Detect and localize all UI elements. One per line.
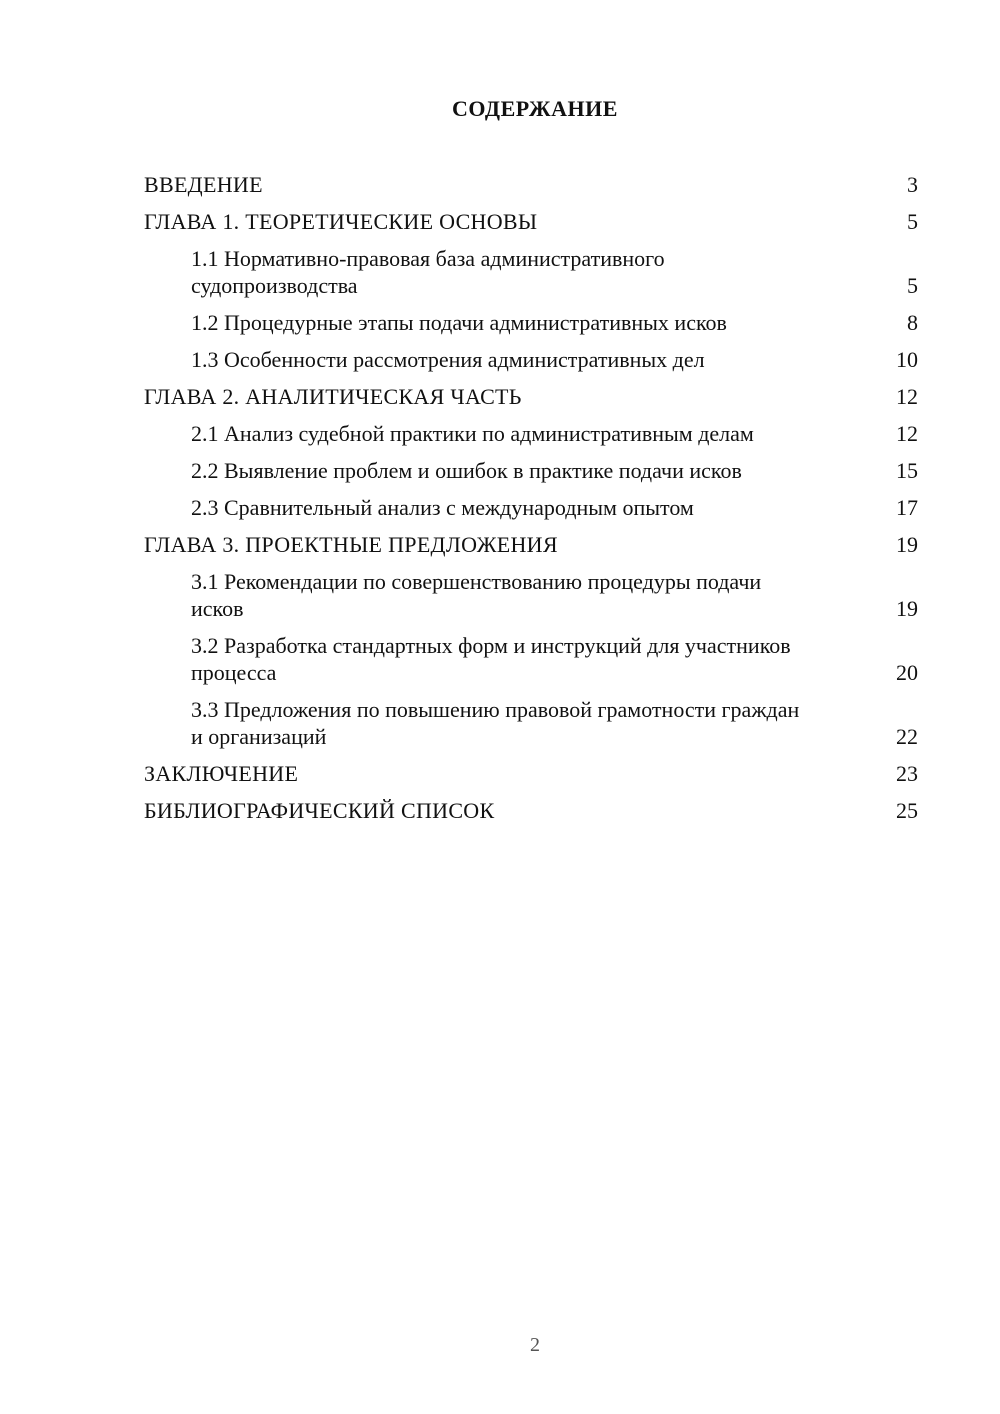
toc-entry-section-3-1 [144, 566, 918, 630]
toc-entry-section-1-3 [144, 344, 918, 381]
toc-entry-label: ЗАКЛЮЧЕНИЕ [144, 761, 299, 786]
toc-entry-label: 3.1 Рекомендации по совершенствованию процедуры подачи исков [191, 569, 762, 621]
toc-title: СОДЕРЖАНИЕ [452, 96, 618, 121]
toc-entry-label: 1.1 Нормативно-правовая база административного судопроизводства [191, 246, 665, 298]
toc-entry-page: 20 [896, 660, 918, 685]
toc-entry-page: 12 [896, 421, 918, 446]
toc-entry-page: 25 [896, 798, 918, 823]
toc-entry-label: 2.2 Выявление проблем и ошибок в практике подачи исков [191, 458, 742, 483]
toc-entry-section-2-2 [144, 455, 918, 492]
toc-entry-label: 2.1 Анализ судебной практики по административным делам [191, 421, 754, 446]
toc-entry-section-2-3 [144, 492, 918, 529]
toc-entry-page: 10 [896, 347, 918, 372]
toc-entry-label: 3.3 Предложения по повышению правовой грамотности граждан и организаций [191, 697, 800, 749]
toc-entry-page: 19 [896, 532, 918, 557]
toc-entry-section-2-1 [144, 418, 918, 455]
toc-entry-page: 23 [896, 761, 918, 786]
toc-entry-label: ВВЕДЕНИЕ [144, 172, 263, 197]
toc-entry-section-1-1 [144, 243, 918, 307]
toc-entry-chapter-1 [144, 206, 918, 243]
toc-entry-page: 17 [896, 495, 918, 520]
toc-entry-conclusion [144, 758, 918, 795]
toc-entry-page: 22 [896, 724, 918, 749]
toc-entry-label: ГЛАВА 2. АНАЛИТИЧЕСКАЯ ЧАСТЬ [144, 384, 522, 409]
toc-entry-page: 5 [907, 209, 918, 234]
toc-entry-label: 1.2 Процедурные этапы подачи административных исков [191, 310, 727, 335]
toc-entry-introduction [144, 169, 918, 206]
toc-entry-label: БИБЛИОГРАФИЧЕСКИЙ СПИСОК [144, 798, 495, 823]
toc-entry-label: 2.3 Сравнительный анализ с международным опытом [191, 495, 694, 520]
toc-entry-chapter-3 [144, 529, 918, 566]
toc-entry-page: 3 [907, 172, 918, 197]
toc-entry-page: 5 [907, 273, 918, 298]
toc-entry-label: ГЛАВА 3. ПРОЕКТНЫЕ ПРЕДЛОЖЕНИЯ [144, 532, 558, 557]
toc-entry-bibliography [144, 795, 918, 832]
table-of-contents [144, 169, 918, 832]
toc-entry-section-3-3 [144, 694, 918, 758]
toc-entry-page: 12 [896, 384, 918, 409]
toc-entry-page: 19 [896, 596, 918, 621]
toc-entry-page: 8 [907, 310, 918, 335]
toc-entry-label: ГЛАВА 1. ТЕОРЕТИЧЕСКИЕ ОСНОВЫ [144, 209, 538, 234]
toc-entry-chapter-2 [144, 381, 918, 418]
toc-entry-label: 3.2 Разработка стандартных форм и инструкций для участников процесса [191, 633, 791, 685]
toc-entry-section-3-2 [144, 630, 918, 694]
toc-entry-label: 1.3 Особенности рассмотрения административных дел [191, 347, 705, 372]
toc-entry-page: 15 [896, 458, 918, 483]
toc-entry-section-1-2 [144, 307, 918, 344]
page-number: 2 [530, 1334, 540, 1356]
